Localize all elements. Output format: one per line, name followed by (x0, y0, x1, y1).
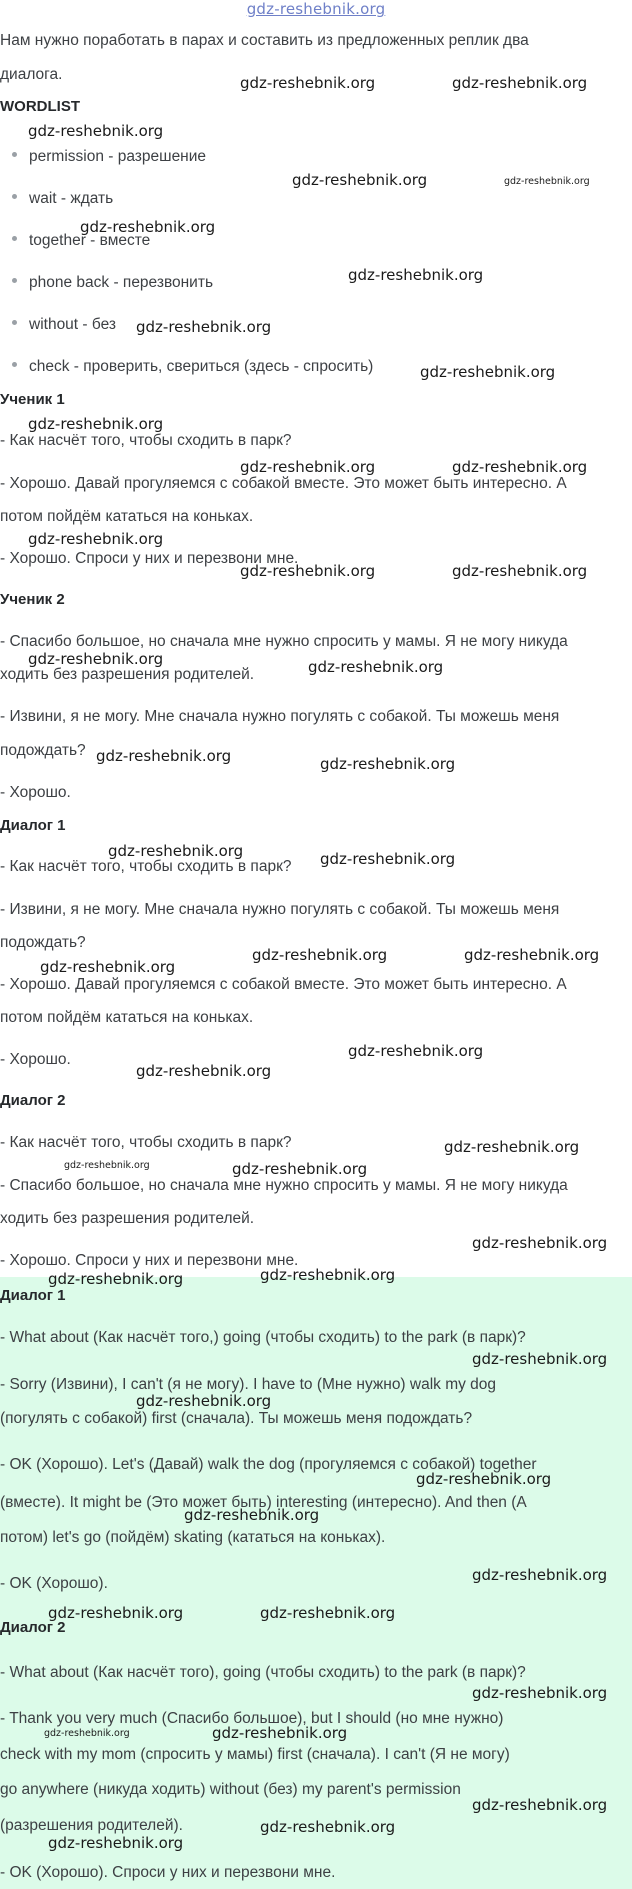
dialog2-en-line: (разрешения родителей). (0, 1817, 183, 1834)
watermark: gdz-reshebnik.org (472, 1566, 608, 1584)
watermark: gdz-reshebnik.org (504, 176, 590, 187)
dialog1-en-line: - Sorry (Извини), I can't (я не могу). I have to (Мне нужно) walk my dog (0, 1376, 497, 1393)
dialog1-ru-line: - Хорошо. Давай прогуляемся с собакой вместе. Это может быть интересно. А (0, 976, 567, 993)
bullet-icon (12, 362, 17, 367)
student2-line: ходить без разрешения родителей. (0, 666, 255, 683)
dialog2-ru-heading: Диалог 2 (0, 1092, 66, 1109)
dialog1-en-heading: Диалог 1 (0, 1287, 66, 1304)
dialog2-en-line: go anywhere (никуда ходить) without (без) my parent's permission (0, 1781, 461, 1798)
student2-heading: Ученик 2 (0, 591, 65, 608)
dialog1-en-line: потом) let's go (пойдём) skating (кататься на коньках). (0, 1529, 386, 1546)
dialog2-ru-line: - Как насчёт того, чтобы сходить в парк? (0, 1134, 292, 1151)
dialog2-en-line: check with my mom (спросить у мамы) first (сначала). I can't (Я не могу) (0, 1746, 510, 1763)
watermark: gdz-reshebnik.org (472, 1796, 608, 1814)
wordlist-item: together - вместе (12, 232, 150, 250)
wordlist-item: wait - ждать (12, 190, 113, 208)
student1-line: - Как насчёт того, чтобы сходить в парк? (0, 432, 292, 449)
dialog1-ru-heading: Диалог 1 (0, 817, 66, 834)
dialog1-ru-line: подождать? (0, 934, 86, 951)
watermark: gdz-reshebnik.org (292, 171, 428, 189)
watermark: gdz-reshebnik.org (48, 1834, 184, 1852)
watermark: gdz-reshebnik.org (184, 1506, 320, 1524)
header-watermark-link[interactable]: gdz-reshebnik.org (246, 0, 386, 18)
bullet-icon (12, 278, 17, 283)
watermark: gdz-reshebnik.org (260, 1266, 396, 1284)
dialog2-ru-line: ходить без разрешения родителей. (0, 1210, 255, 1227)
watermark: gdz-reshebnik.org (348, 1042, 484, 1060)
watermark: gdz-reshebnik.org (64, 1160, 150, 1171)
dialog2-en-line: - What about (Как насчёт того), going (чтобы сходить) to the park (в парк)? (0, 1664, 526, 1681)
watermark: gdz-reshebnik.org (348, 266, 484, 284)
dialog2-ru-line: - Спасибо большое, но сначала мне нужно спросить у мамы. Я не могу никуда (0, 1177, 568, 1194)
dialog1-en-line: (погулять с собакой) first (сначала). Ты можешь меня подождать? (0, 1410, 473, 1427)
dialog1-en-line: - What about (Как насчёт того,) going (чтобы сходить) to the park (в парк)? (0, 1329, 526, 1346)
dialog2-ru-line: - Хорошо. Спроси у них и перезвони мне. (0, 1252, 299, 1269)
student2-line: подождать? (0, 742, 86, 759)
watermark: gdz-reshebnik.org (240, 458, 376, 476)
intro-line-2: диалога. (0, 66, 63, 83)
dialog2-en-heading: Диалог 2 (0, 1619, 66, 1636)
wordlist-item: check - проверить, свериться (здесь - спросить) (12, 358, 373, 376)
watermark: gdz-reshebnik.org (44, 1728, 130, 1739)
student2-line: - Хорошо. (0, 784, 71, 801)
student1-line: потом пойдём кататься на коньках. (0, 508, 254, 525)
watermark: gdz-reshebnik.org (452, 74, 588, 92)
dialog1-ru-line: - Извини, я не могу. Мне сначала нужно погулять с собакой. Ты можешь меня (0, 901, 560, 918)
bullet-icon (12, 194, 17, 199)
watermark: gdz-reshebnik.org (252, 946, 388, 964)
student2-line: - Извини, я не могу. Мне сначала нужно погулять с собакой. Ты можешь меня (0, 708, 560, 725)
watermark: gdz-reshebnik.org (108, 842, 244, 860)
wordlist-item: phone back - перезвонить (12, 274, 213, 292)
bullet-icon (12, 236, 17, 241)
student2-line: - Спасибо большое, но сначала мне нужно спросить у мамы. Я не могу никуда (0, 633, 568, 650)
student1-line: - Хорошо. Давай прогуляемся с собакой вместе. Это может быть интересно. А (0, 475, 567, 492)
watermark: gdz-reshebnik.org (320, 850, 456, 868)
watermark: gdz-reshebnik.org (452, 562, 588, 580)
dialog2-en-line: - Thank you very much (Спасибо большое), but I should (но мне нужно) (0, 1710, 504, 1727)
watermark: gdz-reshebnik.org (28, 415, 164, 433)
wordlist-item: without - без (12, 316, 116, 334)
watermark: gdz-reshebnik.org (96, 747, 232, 765)
watermark: gdz-reshebnik.org (136, 1392, 272, 1410)
dialog1-en-line: - OK (Хорошо). (0, 1575, 108, 1592)
dialog1-ru-line: - Как насчёт того, чтобы сходить в парк? (0, 858, 292, 875)
bullet-icon (12, 320, 17, 325)
watermark: gdz-reshebnik.org (28, 650, 164, 668)
watermark: gdz-reshebnik.org (320, 755, 456, 773)
watermark: gdz-reshebnik.org (28, 530, 164, 548)
watermark: gdz-reshebnik.org (28, 122, 164, 140)
watermark: gdz-reshebnik.org (308, 658, 444, 676)
watermark: gdz-reshebnik.org (260, 1604, 396, 1622)
watermark: gdz-reshebnik.org (452, 458, 588, 476)
watermark: gdz-reshebnik.org (136, 1062, 272, 1080)
watermark: gdz-reshebnik.org (472, 1684, 608, 1702)
wordlist-item: permission - разрешение (12, 148, 206, 166)
watermark: gdz-reshebnik.org (240, 74, 376, 92)
dialog2-en-line: - OK (Хорошо). Спроси у них и перезвони мне. (0, 1864, 336, 1881)
dialog1-ru-line: - Хорошо. (0, 1051, 71, 1068)
watermark: gdz-reshebnik.org (240, 562, 376, 580)
watermark: gdz-reshebnik.org (80, 218, 216, 236)
watermark: gdz-reshebnik.org (260, 1818, 396, 1836)
student1-line: - Хорошо. Спроси у них и перезвони мне. (0, 550, 299, 567)
watermark: gdz-reshebnik.org (420, 363, 556, 381)
watermark: gdz-reshebnik.org (136, 318, 272, 336)
watermark: gdz-reshebnik.org (48, 1604, 184, 1622)
intro-line-1: Нам нужно поработать в парах и составить из предложенных реплик два (0, 32, 529, 49)
dialog1-ru-line: потом пойдём кататься на коньках. (0, 1009, 254, 1026)
watermark: gdz-reshebnik.org (472, 1234, 608, 1252)
watermark: gdz-reshebnik.org (232, 1160, 368, 1178)
watermark: gdz-reshebnik.org (444, 1138, 580, 1156)
watermark: gdz-reshebnik.org (40, 958, 176, 976)
dialog1-en-line: - OK (Хорошо). Let's (Давай) walk the dog (прогуляемся с собакой) together (0, 1456, 537, 1473)
watermark: gdz-reshebnik.org (472, 1350, 608, 1368)
watermark: gdz-reshebnik.org (48, 1270, 184, 1288)
wordlist-heading: WORDLIST (0, 98, 80, 115)
bullet-icon (12, 152, 17, 157)
student1-heading: Ученик 1 (0, 391, 65, 408)
watermark: gdz-reshebnik.org (212, 1724, 348, 1742)
watermark: gdz-reshebnik.org (464, 946, 600, 964)
dialog1-en-line: (вместе). It might be (Это может быть) interesting (интересно). And then (А (0, 1494, 527, 1511)
watermark: gdz-reshebnik.org (416, 1470, 552, 1488)
